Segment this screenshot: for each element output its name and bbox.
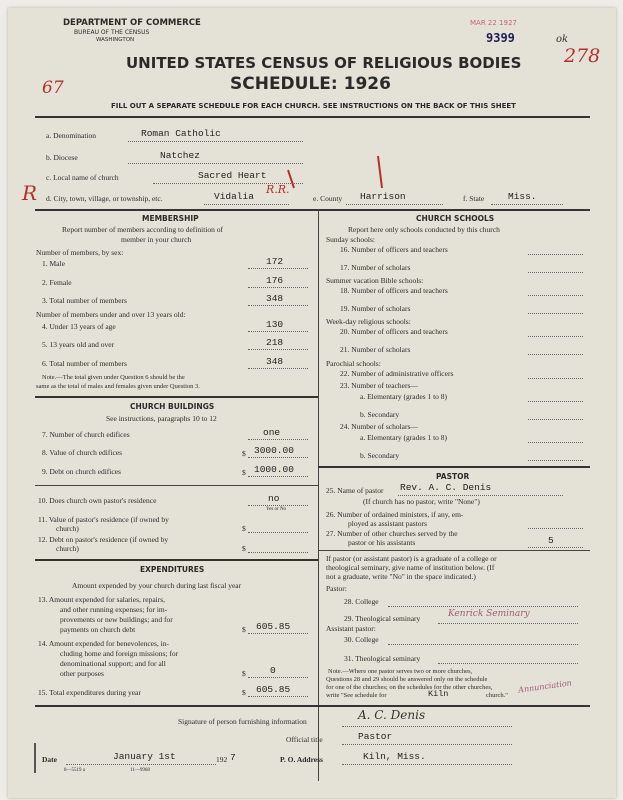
q14-value[interactable]: 0 <box>270 665 276 676</box>
q24a-line <box>528 442 583 443</box>
q1-label: 1. Male <box>42 259 65 268</box>
grad-note-3: not a graduate, write "No" in the space indicated.) <box>326 572 476 581</box>
q20-line <box>528 336 583 337</box>
q26-label-a: 26. Number of ordained ministers, if any, em- <box>326 510 464 519</box>
state-label: f. State <box>463 194 485 203</box>
q25-label: 25. Name of pastor <box>326 486 384 495</box>
q14-label-a: 14. Amount expended for benevolences, in- <box>38 639 170 648</box>
hand-r-mark: R <box>22 181 38 205</box>
q2-line <box>248 287 308 288</box>
q4-label: 4. Under 13 years of age <box>42 322 116 331</box>
sunday-schools-label: Sunday schools: <box>326 235 375 244</box>
pastor-mid-rule <box>318 550 590 551</box>
expenditures-intro: Amount expended by your church during last fiscal year <box>72 581 242 590</box>
buildings-rule <box>35 559 318 561</box>
q21-line <box>528 354 583 355</box>
q14-label-d: other purposes <box>60 669 104 678</box>
assistant-sub-label: Assistant pastor: <box>326 624 376 633</box>
schools-intro: Report here only schools conducted by this church <box>348 225 500 234</box>
q12-label-b: church) <box>56 544 79 553</box>
q29-value[interactable]: Kenrick Seminary <box>448 609 530 619</box>
schedule-title: SCHEDULE: 1926 <box>230 74 391 94</box>
date-label: Date <box>42 755 57 764</box>
grad-note-1: If pastor (or assistant pastor) is a graduate of a college or <box>326 554 497 563</box>
q25-line <box>398 495 563 496</box>
q4-value[interactable]: 130 <box>266 319 284 330</box>
yes-no-hint: Yes or No <box>266 507 287 512</box>
q12-label-a: 12. Debt on pastor's residence (if owned by <box>38 535 169 544</box>
q23b-line <box>528 419 583 420</box>
po-address-line <box>342 764 512 765</box>
po-address-label: P. O. Address <box>280 755 323 764</box>
title-value[interactable]: Pastor <box>358 731 393 742</box>
q28-label: 28. College <box>344 597 379 606</box>
q10-value[interactable]: no <box>268 493 280 504</box>
q13-label-b: and other running expenses; for im- <box>60 605 168 614</box>
q8-label: 8. Value of church edifices <box>42 448 123 457</box>
q9-label: 9. Debt on church edifices <box>42 467 121 476</box>
q2-value[interactable]: 176 <box>266 275 284 286</box>
form-code-2: 11—9968 <box>130 768 150 773</box>
q10-label: 10. Does church own pastor's residence <box>38 496 157 505</box>
grad-note-2: theological seminary, give name of institution below. (If <box>326 563 495 572</box>
buildings-heading: CHURCH BUILDINGS <box>130 402 215 411</box>
denomination-label: a. Denomination <box>46 131 96 140</box>
q8-dollar: $ <box>242 449 246 458</box>
title-label: Official title <box>286 735 323 744</box>
city-label: d. City, town, village, or township, etc. <box>46 194 163 203</box>
pastor-sub-label: Pastor: <box>326 584 347 593</box>
q6-label: 6. Total number of members <box>42 359 127 368</box>
q1-value[interactable]: 172 <box>266 256 284 267</box>
q13-label-c: provements or new buildings; and for <box>60 615 173 624</box>
q27-line <box>528 547 583 548</box>
q9-line <box>248 476 308 477</box>
q14-label-c: denominational support; and for all <box>60 659 166 668</box>
q13-line <box>248 633 308 634</box>
q5-value[interactable]: 218 <box>266 337 284 348</box>
bottom-rule <box>35 705 590 707</box>
church-name-label: c. Local name of church <box>46 173 119 182</box>
bureau-label: BUREAU OF THE CENSUS <box>74 29 150 36</box>
q7-label: 7. Number of church edifices <box>42 430 130 439</box>
schools-rule <box>318 466 590 468</box>
q2-label: 2. Female <box>42 278 72 287</box>
form-title: UNITED STATES CENSUS OF RELIGIOUS BODIES <box>126 54 522 72</box>
q7-line <box>248 439 308 440</box>
q23b-label: b. Secondary <box>360 410 400 419</box>
summer-schools-label: Summer vacation Bible schools: <box>326 276 424 285</box>
q31-line <box>438 663 578 664</box>
q11-line <box>248 532 308 533</box>
column-divider <box>318 209 319 781</box>
q14-line <box>248 677 308 678</box>
pastor-note-3: for one of the churches; on the schedules for the other churches, <box>326 684 493 691</box>
q19-label: 19. Number of scholars <box>340 304 411 313</box>
q26-line <box>528 528 583 529</box>
q12-dollar: $ <box>242 544 246 553</box>
q26-label-b: ployed as assistant pastors <box>348 519 427 528</box>
county-label: e. County <box>313 194 343 203</box>
q21-label: 21. Number of scholars <box>340 345 411 354</box>
hand-rr-mark: R.R. <box>266 183 290 196</box>
instruction-line: FILL OUT A SEPARATE SCHEDULE FOR EACH CHURCH. SEE INSTRUCTIONS ON THE BACK OF THIS SHEET <box>111 102 516 110</box>
q18-line <box>528 295 583 296</box>
q6-value[interactable]: 348 <box>266 356 284 367</box>
q17-label: 17. Number of scholars <box>340 263 411 272</box>
pastor-note-4: write "See schedule for <box>326 692 387 699</box>
pastor-heading: PASTOR <box>436 472 470 481</box>
membership-note-2: same as the total of males and females given under Question 3. <box>36 383 200 390</box>
q6-line <box>248 368 308 369</box>
schools-heading: CHURCH SCHOOLS <box>416 214 495 223</box>
county-line <box>346 204 443 205</box>
pastor-note-4-end: church." <box>486 692 508 699</box>
q22-line <box>528 378 583 379</box>
see-schedule-value[interactable]: Kiln <box>428 689 449 699</box>
diocese-value[interactable]: Natchez <box>160 150 200 161</box>
denomination-line <box>128 141 303 142</box>
q31-label: 31. Theological seminary <box>344 654 421 663</box>
city-line <box>204 204 289 205</box>
denomination-value[interactable]: Roman Catholic <box>141 128 221 139</box>
identity-rule <box>35 209 590 211</box>
year-prefix: 192 <box>216 755 228 764</box>
q3-value[interactable]: 348 <box>266 293 284 304</box>
q24b-line <box>528 460 583 461</box>
signature-value[interactable]: A. C. Denis <box>358 708 426 722</box>
q13-value[interactable]: 605.85 <box>256 621 291 632</box>
header-rule <box>35 116 590 118</box>
q28-line <box>388 606 578 607</box>
q3-label: 3. Total number of members <box>42 296 127 305</box>
q17-line <box>528 272 583 273</box>
q15-dollar: $ <box>242 688 246 697</box>
date-value[interactable]: January 1st <box>113 751 176 762</box>
q20-label: 20. Number of officers and teachers <box>340 327 448 336</box>
q5-label: 5. 13 years old and over <box>42 340 115 349</box>
county-value[interactable]: Harrison <box>360 191 406 202</box>
q13-label-a: 13. Amount expended for salaries, repairs, <box>38 595 166 604</box>
q27-label-a: 27. Number of other churches served by the <box>326 529 458 538</box>
q4-line <box>248 331 308 332</box>
q5-line <box>248 349 308 350</box>
q23a-line <box>528 401 583 402</box>
buildings-mid-rule <box>35 485 318 486</box>
membership-intro-2: member in your church <box>121 235 192 244</box>
annunciation-note: Annunciation <box>517 678 573 695</box>
church-name-value[interactable]: Sacred Heart <box>198 170 267 181</box>
q13-label-d: payments on church debt <box>60 625 136 634</box>
state-line <box>491 204 563 205</box>
q25-value[interactable]: Rev. A. C. Denis <box>400 482 492 493</box>
state-value[interactable]: Miss. <box>508 191 537 202</box>
q24b-label: b. Secondary <box>360 451 400 460</box>
q3-line <box>248 305 308 306</box>
date-line <box>66 764 216 765</box>
membership-intro-1: Report number of members according to definition of <box>62 225 223 234</box>
q11-label-b: church) <box>56 524 79 533</box>
expenditures-heading: EXPENDITURES <box>140 565 205 574</box>
weekday-schools-label: Week-day religious schools: <box>326 317 411 326</box>
q27-label-b: pastor or his assistants <box>348 538 416 547</box>
q22-label: 22. Number of administrative officers <box>340 369 454 378</box>
q27-value[interactable]: 5 <box>548 535 554 546</box>
check-marks <box>278 148 398 198</box>
q8-line <box>248 457 308 458</box>
buildings-intro: See instructions, paragraphs 10 to 12 <box>106 414 217 423</box>
q29-line <box>438 623 578 624</box>
q30-label: 30. College <box>344 635 379 644</box>
by-sex-label: Number of members, by sex: <box>36 248 124 257</box>
corner-number: 278 <box>564 45 601 67</box>
q1-line <box>248 268 308 269</box>
q14-dollar: $ <box>242 669 246 678</box>
q29-label: 29. Theological seminary <box>344 614 421 623</box>
serial-stamp: 9399 <box>486 31 515 45</box>
pastor-note-1: Note.—Where one pastor serves two or more churches, <box>328 668 473 675</box>
membership-rule <box>35 396 318 398</box>
q18-label: 18. Number of officers and teachers <box>340 286 448 295</box>
membership-note-1: Note.—The total given under Question 6 should be the <box>42 374 185 381</box>
q9-dollar: $ <box>242 468 246 477</box>
form-code: 8—5519 a <box>64 768 85 773</box>
parochial-schools-label: Parochial schools: <box>326 359 381 368</box>
q30-line <box>388 644 578 645</box>
q8-value[interactable]: 3000.00 <box>254 445 294 456</box>
q16-line <box>528 254 583 255</box>
title-line <box>342 744 512 745</box>
diocese-label: b. Diocese <box>46 153 78 162</box>
q10-line <box>248 505 308 506</box>
q15-line <box>248 696 308 697</box>
membership-heading: MEMBERSHIP <box>142 214 199 223</box>
q13-dollar: $ <box>242 625 246 634</box>
age-intro: Number of members under and over 13 years old: <box>36 310 186 319</box>
q14-label-b: cluding home and foreign missions; for <box>60 649 179 658</box>
city-value[interactable]: Vidalia <box>214 191 254 202</box>
census-form <box>8 8 616 798</box>
q24a-label: a. Elementary (grades 1 to 8) <box>360 433 448 442</box>
signature-line <box>342 726 512 727</box>
q15-label: 15. Total expenditures during year <box>38 688 141 697</box>
q23a-label: a. Elementary (grades 1 to 8) <box>360 392 448 401</box>
q23-label: 23. Number of teachers— <box>340 381 418 390</box>
city-label: WASHINGTON <box>96 37 135 43</box>
signature-label: Signature of person furnishing information <box>178 717 307 726</box>
q11-label-a: 11. Value of pastor's residence (if owned by <box>38 515 169 524</box>
q16-label: 16. Number of officers and teachers <box>340 245 448 254</box>
margin-bracket <box>34 743 36 773</box>
q12-line <box>248 552 308 553</box>
department-label: DEPARTMENT OF COMMERCE <box>63 18 201 28</box>
q11-dollar: $ <box>242 524 246 533</box>
diocese-line <box>128 163 303 164</box>
ok-mark: ok <box>556 34 569 45</box>
po-address-value[interactable]: Kiln, Miss. <box>363 751 426 762</box>
q7-value[interactable]: one <box>263 427 281 438</box>
q25-note: (If church has no pastor, write "None") <box>363 497 480 506</box>
received-stamp: MAR 22 1927 <box>470 19 517 27</box>
q15-value[interactable]: 605.85 <box>256 684 291 695</box>
q9-value[interactable]: 1000.00 <box>254 464 294 475</box>
q24-label: 24. Number of scholars— <box>340 422 418 431</box>
q19-line <box>528 313 583 314</box>
year-suffix[interactable]: 7 <box>230 752 236 763</box>
left-number: 67 <box>42 78 64 98</box>
pastor-note-2: Questions 28 and 29 should be answered only on the schedule <box>326 676 488 683</box>
